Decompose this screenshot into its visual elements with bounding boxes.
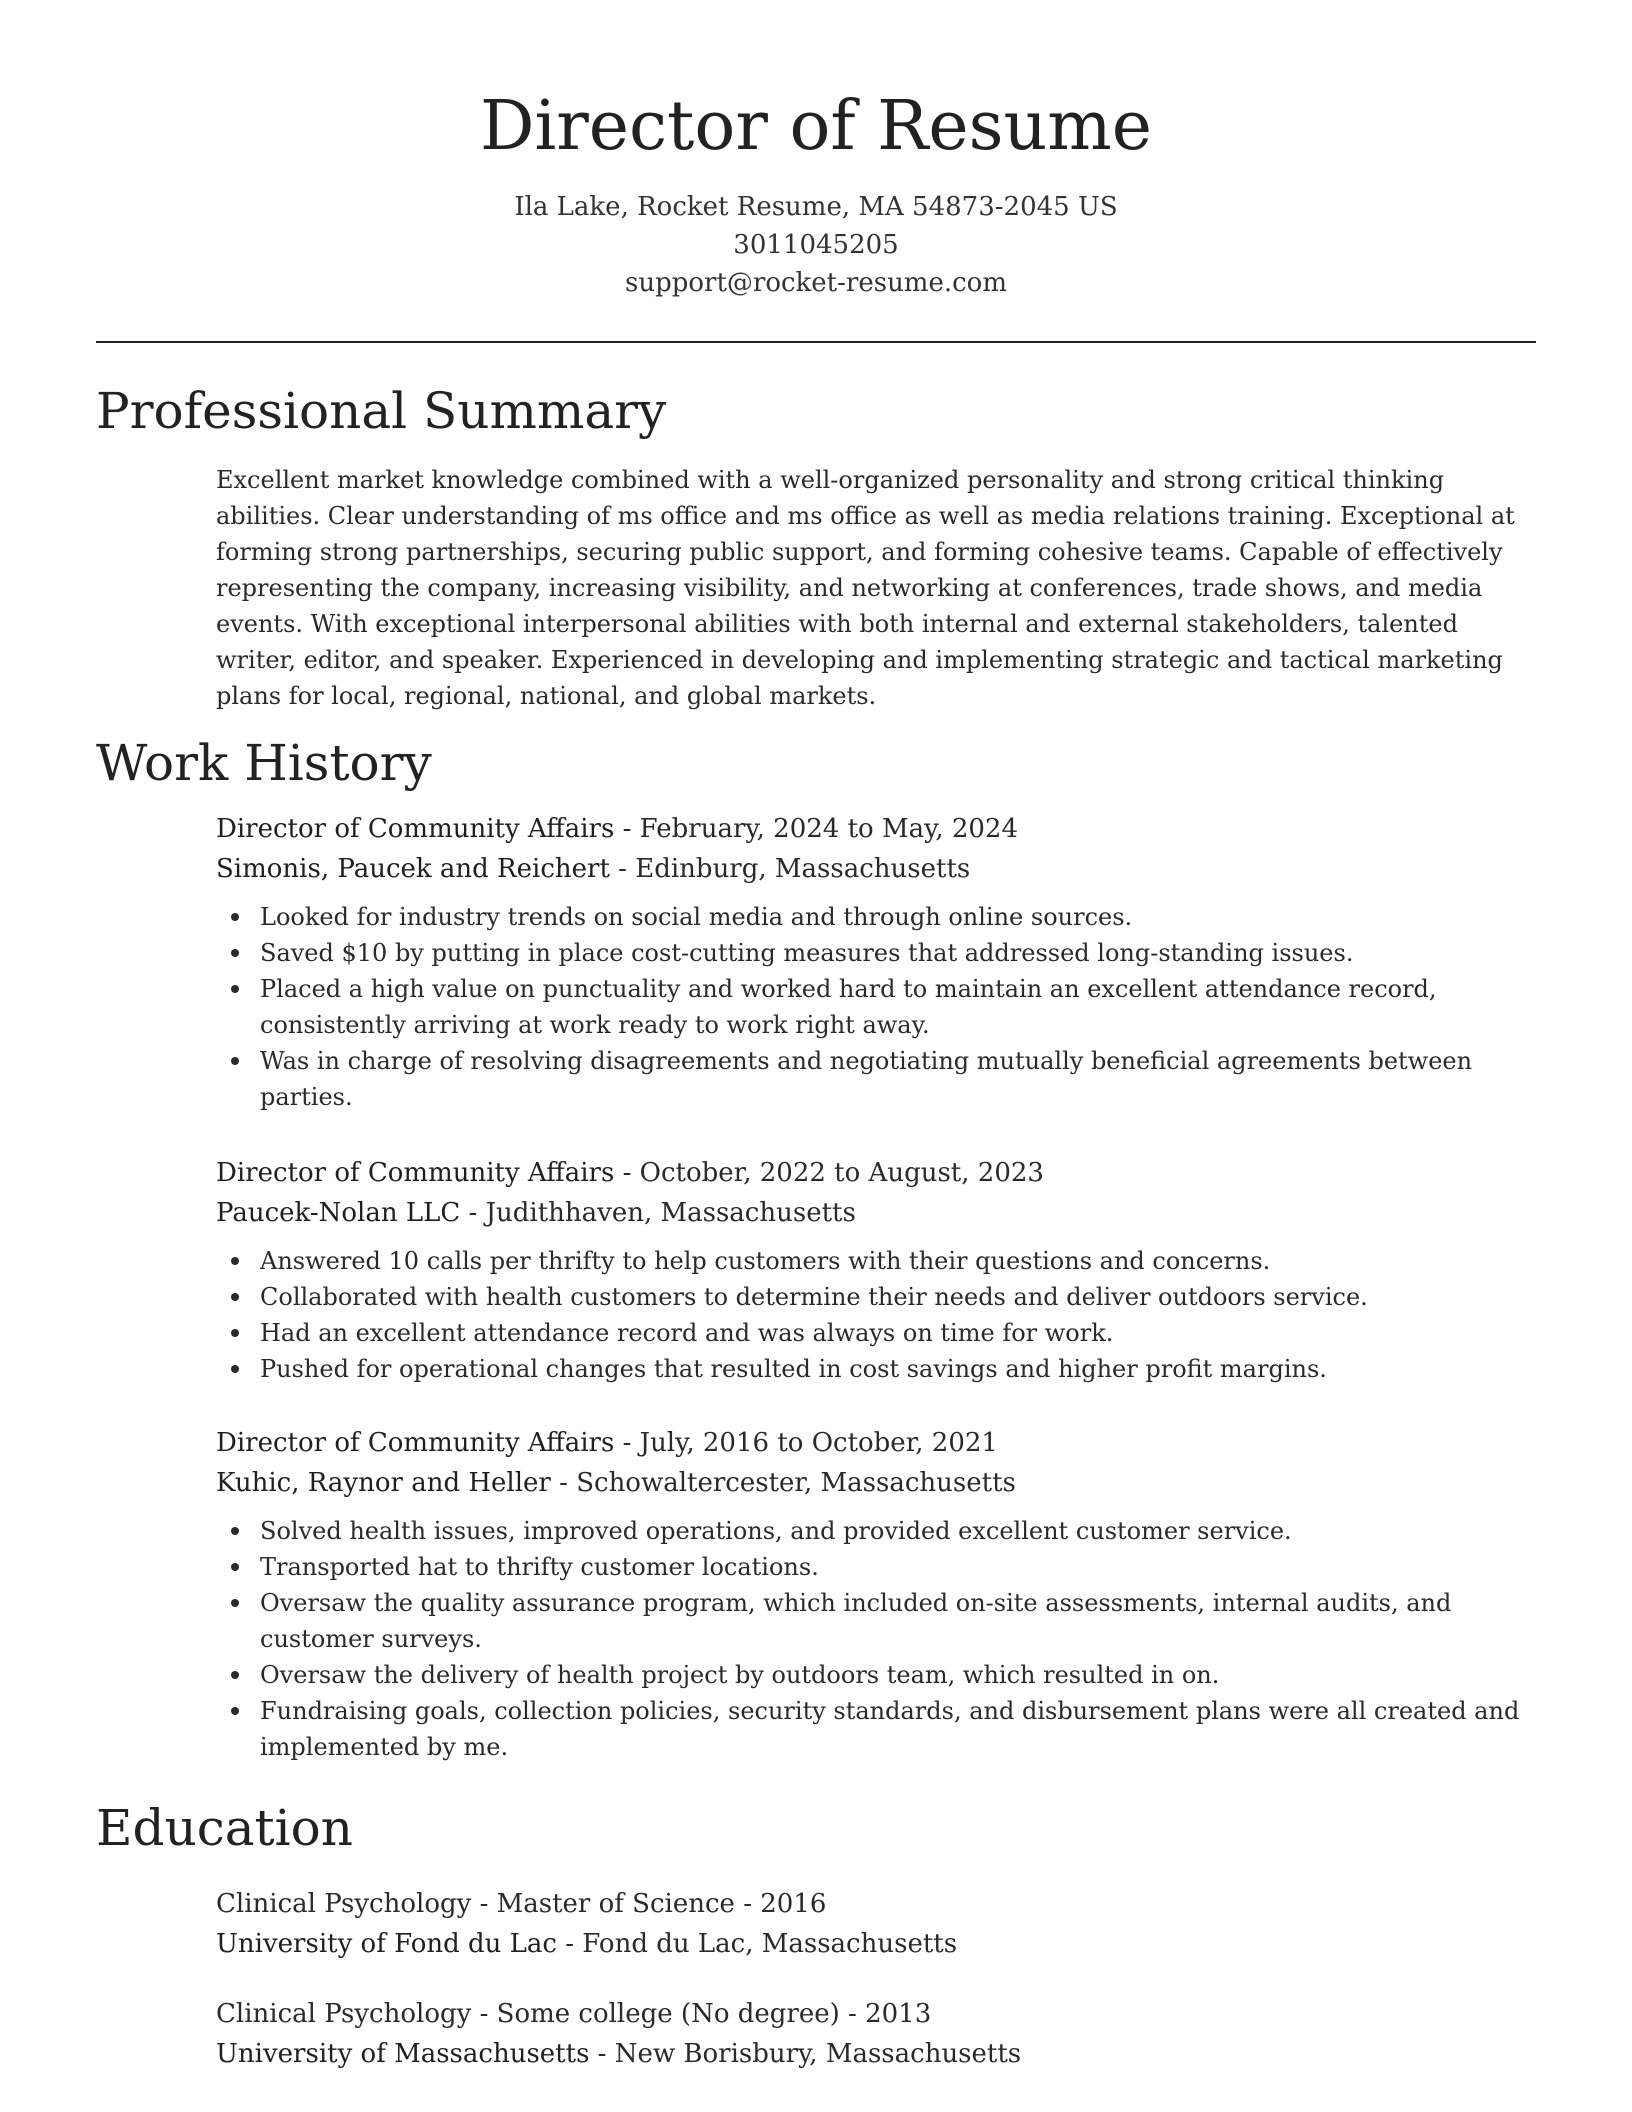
section-title-summary: Professional Summary	[96, 382, 667, 440]
education-entry	[216, 1884, 1540, 1964]
bullet-text: Was in charge of resolving disagreements and negotiating mutually beneficial agreements between parties.	[260, 1047, 1473, 1111]
bullet-dot-icon	[231, 1599, 239, 1607]
education-entry	[216, 1994, 1540, 2074]
bullet-dot-icon	[231, 949, 239, 957]
bullet-item	[216, 1549, 1540, 1585]
header-divider	[96, 341, 1536, 343]
summary-text: Excellent market knowledge combined with a well-organized personality and strong critical thinking abilities. Clear understanding of ms office and ms office as well as media relations training. Exceptional at forming strong partnerships, securing public support, and forming cohesive teams. Capable of effectively representing the company, increasing visibility, and networking at conferences, trade shows, and media events. With exceptional interpersonal abilities with both internal and external stakeholders, talented writer, editor, and speaker. Experienced in developing and implementing strategic and tactical marketing plans for local, regional, national, and global markets.	[216, 466, 1515, 710]
job-entry	[216, 1423, 1540, 1765]
job-title-line	[216, 1153, 1540, 1193]
job-company: Simonis, Paucek and Reichert	[216, 854, 610, 884]
bullet-dot-icon	[231, 1671, 239, 1679]
bullet-dot-icon	[231, 1563, 239, 1571]
job-company: Paucek-Nolan LLC	[216, 1198, 461, 1228]
bullet-item	[216, 1513, 1540, 1549]
job-entry	[216, 809, 1540, 1115]
bullet-text: Had an excellent attendance record and was always on time for work.	[260, 1319, 1114, 1347]
job-role: Director of Community Affairs	[216, 1158, 615, 1188]
bullet-text: Pushed for operational changes that resulted in cost savings and higher profit margins.	[260, 1355, 1327, 1383]
job-dates: - February, 2024 to May, 2024	[614, 814, 1019, 844]
bullet-item	[216, 1279, 1540, 1315]
bullet-text: Oversaw the quality assurance program, which included on-site assessments, internal audits, and customer surveys.	[260, 1589, 1452, 1653]
job-dates: - July, 2016 to October, 2021	[614, 1428, 998, 1458]
job-title-line	[216, 1423, 1540, 1463]
education-degree-line: Clinical Psychology - Some college (No degree) - 2013	[216, 1999, 932, 2029]
bullet-dot-icon	[231, 1293, 239, 1301]
resume-name: Director of Resume	[479, 87, 1153, 166]
bullet-dot-icon	[231, 1057, 239, 1065]
bullet-item	[216, 1043, 1540, 1115]
bullet-dot-icon	[231, 985, 239, 993]
bullet-item	[216, 1351, 1540, 1387]
job-bullets	[216, 1243, 1540, 1387]
bullet-dot-icon	[231, 1527, 239, 1535]
job-location: - Edinburg, Massachusetts	[609, 854, 971, 884]
job-bullets	[216, 1513, 1540, 1765]
job-role: Director of Community Affairs	[216, 1428, 615, 1458]
bullet-text: Answered 10 calls per thrifty to help customers with their questions and concerns.	[260, 1247, 1271, 1275]
contact-address: Ila Lake, Rocket Resume, MA 54873-2045 US	[514, 192, 1118, 222]
job-entry	[216, 1153, 1540, 1387]
bullet-text: Saved $10 by putting in place cost-cutting measures that addressed long-standing issues.	[260, 939, 1354, 967]
education-school-line	[216, 1924, 1540, 1964]
bullet-text: Looked for industry trends on social media and through online sources.	[260, 903, 1133, 931]
resume-header	[0, 86, 1632, 302]
bullet-item	[216, 1315, 1540, 1351]
bullet-text: Fundraising goals, collection policies, security standards, and disbursement plans were all created and implemented by me.	[260, 1697, 1520, 1761]
education-location: - Fond du Lac, Massachusetts	[556, 1929, 958, 1959]
job-bullets	[216, 899, 1540, 1115]
education-school: University of Fond du Lac	[216, 1929, 557, 1959]
section-title-work-history: Work History	[96, 734, 432, 792]
bullet-item	[216, 1657, 1540, 1693]
bullet-dot-icon	[231, 1707, 239, 1715]
bullet-item	[216, 935, 1540, 971]
job-location: - Judithhaven, Massachusetts	[460, 1198, 856, 1228]
bullet-dot-icon	[231, 1257, 239, 1265]
bullet-item	[216, 971, 1540, 1043]
bullet-dot-icon	[231, 1365, 239, 1373]
contact-phone: 3011045205	[733, 230, 899, 260]
job-location: - Schowaltercester, Massachusetts	[550, 1468, 1016, 1498]
bullet-text: Oversaw the delivery of health project by outdoors team, which resulted in on.	[260, 1661, 1220, 1689]
job-company-line	[216, 1193, 1540, 1233]
bullet-text: Placed a high value on punctuality and worked hard to maintain an excellent attendance record, consistently arriving at work ready to work right away.	[260, 975, 1437, 1039]
job-role: Director of Community Affairs	[216, 814, 615, 844]
bullet-item	[216, 1693, 1540, 1765]
bullet-dot-icon	[231, 913, 239, 921]
job-company-line	[216, 1463, 1540, 1503]
section-title-education: Education	[96, 1799, 353, 1857]
bullet-dot-icon	[231, 1329, 239, 1337]
bullet-text: Collaborated with health customers to determine their needs and deliver outdoors service.	[260, 1283, 1368, 1311]
contact-email: support@rocket-resume.com	[624, 268, 1007, 298]
education-location: - New Borisbury, Massachusetts	[589, 2039, 1022, 2069]
job-company: Kuhic, Raynor and Heller	[216, 1468, 551, 1498]
job-dates: - October, 2022 to August, 2023	[614, 1158, 1044, 1188]
education-school: University of Massachusetts	[216, 2039, 590, 2069]
education-school-line	[216, 2034, 1540, 2074]
bullet-item	[216, 899, 1540, 935]
bullet-item	[216, 1585, 1540, 1657]
bullet-item	[216, 1243, 1540, 1279]
job-title-line	[216, 809, 1540, 849]
job-company-line	[216, 849, 1540, 889]
bullet-text: Solved health issues, improved operations, and provided excellent customer service.	[260, 1517, 1292, 1545]
education-degree-line: Clinical Psychology - Master of Science - 2016	[216, 1889, 827, 1919]
bullet-text: Transported hat to thrifty customer locations.	[260, 1553, 819, 1581]
